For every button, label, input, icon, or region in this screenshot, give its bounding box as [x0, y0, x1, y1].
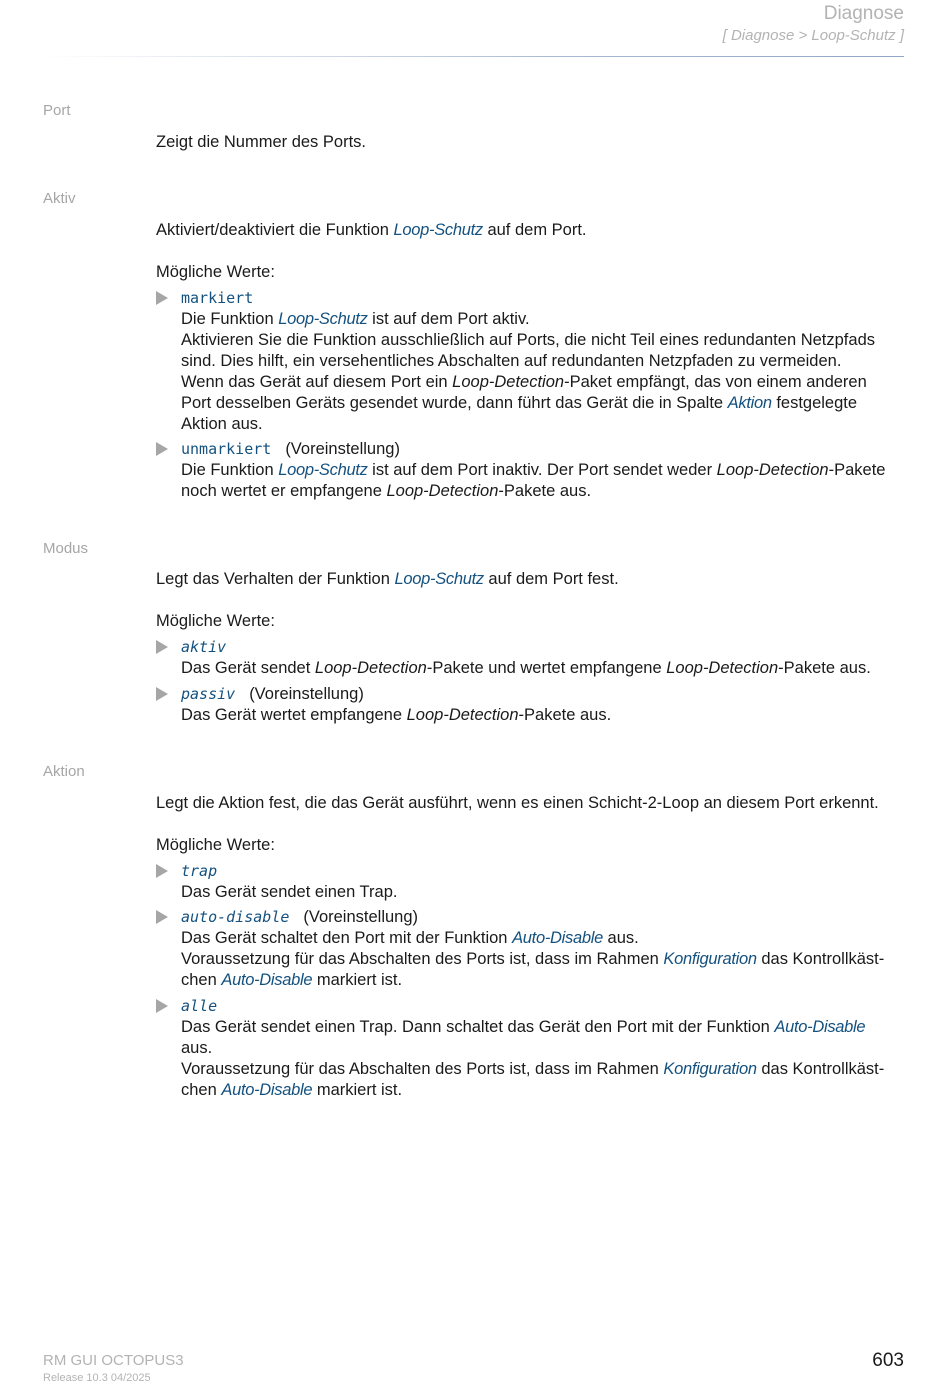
modus-value-passiv: passiv (Voreinstellung) Das Gerät wertet empfangene Loop-Detection-Pakete aus.: [156, 684, 908, 726]
bullet-triangle-icon: [156, 640, 168, 654]
value-code: passiv: [181, 685, 236, 703]
default-note: (Voreinstellung): [303, 908, 419, 926]
link-loop-schutz[interactable]: Loop-Schutz: [393, 221, 483, 239]
section-label-aktion: Aktion: [43, 763, 85, 780]
value-code: markiert: [181, 289, 254, 307]
aktiv-value-unmarkiert: unmarkiert (Voreinstellung) Die Funktion Loop-Schutz ist auf dem Port inaktiv. Der Port sendet weder Loop-Detection-Pakete noch wertet er empfangene Loop-Detection-Pakete aus.: [156, 439, 908, 502]
value-code: trap: [181, 862, 218, 880]
link-auto-disable[interactable]: Auto-Disable: [221, 971, 313, 989]
aktiv-values-heading: Mögliche Werte:: [156, 263, 275, 281]
aktion-value-trap: trap Das Gerät sendet einen Trap.: [156, 861, 908, 903]
value-code: auto-disable: [181, 908, 290, 926]
link-loop-schutz[interactable]: Loop-Schutz: [278, 310, 368, 328]
footer-product: RM GUI OCTOPUS3: [43, 1352, 184, 1369]
link-konfiguration[interactable]: Konfiguration: [663, 950, 757, 968]
footer-release: Release 10.3 04/2025: [43, 1372, 151, 1384]
modus-values-heading: Mögliche Werte:: [156, 612, 275, 630]
link-konfiguration[interactable]: Konfiguration: [663, 1060, 757, 1078]
bullet-triangle-icon: [156, 910, 168, 924]
value-code: alle: [181, 997, 218, 1015]
header-divider: [40, 56, 904, 57]
link-auto-disable[interactable]: Auto-Disable: [221, 1081, 313, 1099]
aktion-value-auto-disable: auto-disable (Voreinstellung) Das Gerät schaltet den Port mit der Funktion Auto-Disable aus. Voraussetzung für das Abschalten des Ports ist, dass im Rahmen Konfiguration das Kontrollkäst- chen Auto-Disable markiert ist.: [156, 907, 908, 991]
page-header-title: Diagnose: [823, 3, 904, 24]
aktiv-description: Aktiviert/deaktiviert die Funktion Loop-Schutz auf dem Port.: [156, 221, 587, 239]
bullet-triangle-icon: [156, 864, 168, 878]
default-note: (Voreinstellung): [285, 440, 400, 458]
port-description: Zeigt die Nummer des Ports.: [156, 133, 366, 151]
bullet-triangle-icon: [156, 442, 168, 456]
bullet-triangle-icon: [156, 291, 168, 305]
link-aktion[interactable]: Aktion: [727, 394, 772, 412]
section-label-aktiv: Aktiv: [43, 190, 76, 207]
section-label-port: Port: [43, 102, 71, 119]
modus-value-aktiv: aktiv Das Gerät sendet Loop-Detection-Pakete und wertet empfangene Loop-Detection-Pakete aus.: [156, 637, 908, 679]
bullet-triangle-icon: [156, 687, 168, 701]
section-label-modus: Modus: [43, 540, 89, 557]
aktion-value-alle: alle Das Gerät sendet einen Trap. Dann schaltet das Gerät den Port mit der Funktion Auto-Disable aus. Voraussetzung für das Abschalten des Ports ist, dass im Rahmen Konfiguration das Kontrollkäst- chen Auto-Disable markiert ist.: [156, 996, 908, 1101]
modus-description: Legt das Verhalten der Funktion Loop-Schutz auf dem Port fest.: [156, 570, 619, 588]
bullet-triangle-icon: [156, 999, 168, 1013]
link-loop-schutz[interactable]: Loop-Schutz: [278, 461, 368, 479]
aktion-description: Legt die Aktion fest, die das Gerät ausführt, wenn es einen Schicht-2-Loop an diesem Port erkennt.: [156, 794, 879, 812]
breadcrumb: [ Diagnose > Loop-Schutz ]: [722, 27, 904, 44]
page-number: 603: [872, 1350, 904, 1371]
default-note: (Voreinstellung): [249, 685, 364, 703]
value-code: aktiv: [181, 638, 227, 656]
aktiv-value-markiert: markiert Die Funktion Loop-Schutz ist auf dem Port aktiv. Aktivieren Sie die Funktion ausschließlich auf Ports, die nicht Teil eines redundanten Netzpfads sind. Dies hilft, ein versehentliches Abschalten auf redundanten Netzpfaden zu vermeiden. Wenn das Gerät auf diesem Port ein Loop-Detection-Paket empfängt, das von einem anderen Port desselben Geräts gesendet wurde, dann führt das Gerät die in Spalte Aktion festgelegte Aktion aus.: [156, 288, 908, 435]
value-code: unmarkiert: [181, 440, 272, 458]
link-auto-disable[interactable]: Auto-Disable: [512, 929, 603, 947]
link-loop-schutz[interactable]: Loop-Schutz: [394, 570, 484, 588]
aktion-values-heading: Mögliche Werte:: [156, 836, 275, 854]
link-auto-disable[interactable]: Auto-Disable: [774, 1018, 866, 1036]
